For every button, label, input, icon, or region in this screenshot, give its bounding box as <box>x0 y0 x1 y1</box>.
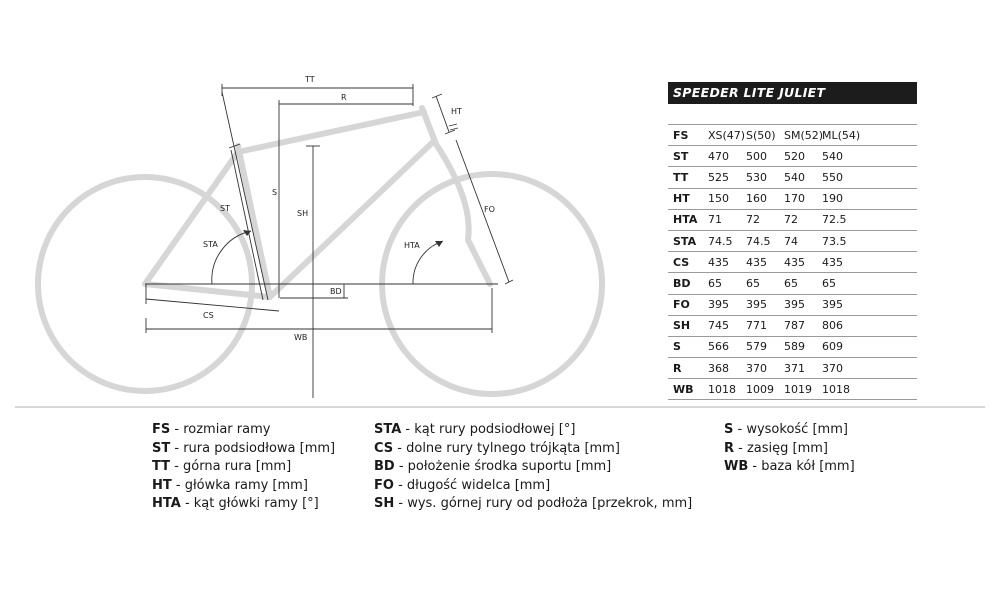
row-value: 368 <box>708 361 729 375</box>
row-value: 370 <box>746 361 767 375</box>
row-value: 435 <box>708 255 729 269</box>
row-key: S <box>673 340 681 354</box>
table-row <box>668 379 917 400</box>
row-value: 395 <box>784 298 805 312</box>
table-row <box>668 316 917 337</box>
table-row <box>668 358 917 379</box>
row-value: 530 <box>746 170 767 184</box>
legend-abbr: SH <box>374 496 395 511</box>
row-value: 609 <box>822 340 843 354</box>
row-value: 395 <box>746 298 767 312</box>
down-tube <box>270 142 433 297</box>
table-spacer <box>668 104 917 125</box>
row-value: 589 <box>784 340 805 354</box>
legend-abbr: BD <box>374 459 395 474</box>
row-value: 74 <box>784 234 798 248</box>
legend-desc: - dolne rury tylnego trójkąta [mm] <box>393 440 620 456</box>
row-value: 787 <box>784 319 805 333</box>
row-key: SH <box>673 319 691 333</box>
legend-column <box>152 421 335 514</box>
table-header-row <box>668 125 917 146</box>
legend-desc: - położenie środka suportu [mm] <box>394 459 612 474</box>
legend-item <box>374 477 692 496</box>
row-value: 74.5 <box>708 234 733 248</box>
row-value: 190 <box>822 192 843 206</box>
legend-desc: - wysokość [mm] <box>733 422 848 437</box>
geometry-table <box>668 82 917 400</box>
legend-desc: - rura podsiodłowa [mm] <box>170 440 336 456</box>
label-wb: WB <box>294 333 308 342</box>
row-value: 72 <box>746 213 760 227</box>
row-value: 540 <box>822 149 843 163</box>
row-key: WB <box>673 382 694 396</box>
row-key: TT <box>673 170 689 184</box>
row-value: 500 <box>746 149 767 163</box>
legend-abbr: CS <box>374 440 394 456</box>
table-body <box>668 146 917 400</box>
row-value: 395 <box>822 298 843 312</box>
row-value: 74.5 <box>746 234 771 248</box>
row-key: CS <box>673 255 690 269</box>
legend-abbr: HTA <box>152 496 181 511</box>
row-value: 160 <box>746 192 767 206</box>
legend-item <box>152 495 335 514</box>
legend-item <box>374 495 692 514</box>
legend-item <box>374 458 692 477</box>
row-value: 371 <box>784 361 805 375</box>
dimension-labels <box>203 75 495 342</box>
head-tube <box>422 108 436 144</box>
legend-column <box>724 421 855 477</box>
row-value: 65 <box>822 276 836 290</box>
legend-item <box>724 440 855 459</box>
table-title: SPEEDER LITE JULIET <box>668 82 917 104</box>
legend-desc: - kąt główki ramy [°] <box>180 496 319 511</box>
row-value: 566 <box>708 340 729 354</box>
legend-item <box>152 458 335 477</box>
row-key: ST <box>673 149 689 163</box>
label-sta: STA <box>203 240 218 249</box>
row-key: BD <box>673 276 691 290</box>
legend-abbr: R <box>724 440 735 456</box>
row-value: 771 <box>746 319 767 333</box>
row-value: 579 <box>746 340 767 354</box>
row-value: 370 <box>822 361 843 375</box>
table-row <box>668 337 917 358</box>
row-key: STA <box>673 234 697 248</box>
table-row <box>668 210 917 231</box>
header-key: FS <box>673 128 689 142</box>
row-value: 65 <box>784 276 798 290</box>
legend-item <box>152 477 335 496</box>
row-value: 1009 <box>746 382 774 396</box>
row-value: 550 <box>822 170 843 184</box>
legend-desc: - długość widelca [mm] <box>393 477 551 493</box>
table-row <box>668 252 917 273</box>
row-key: HT <box>673 192 690 206</box>
table-row <box>668 295 917 316</box>
row-value: 435 <box>784 255 805 269</box>
header-size: SM(52) <box>784 128 824 142</box>
row-value: 525 <box>708 170 729 184</box>
row-value: 150 <box>708 192 729 206</box>
legend-abbr: FS <box>152 422 171 437</box>
table-row <box>668 146 917 167</box>
legend-abbr: FO <box>374 477 394 493</box>
label-cs: CS <box>203 311 214 320</box>
label-fo: FO <box>484 205 495 214</box>
table-row <box>668 167 917 188</box>
row-value: 470 <box>708 149 729 163</box>
row-key: HTA <box>673 213 698 227</box>
row-value: 170 <box>784 192 805 206</box>
header-size: S(50) <box>746 128 776 142</box>
legend-item <box>152 421 335 440</box>
row-value: 1018 <box>822 382 850 396</box>
row-key: FO <box>673 298 690 312</box>
label-r: R <box>341 93 347 102</box>
label-tt: TT <box>305 75 315 84</box>
legend-item <box>152 440 335 459</box>
row-value: 71 <box>708 213 722 227</box>
legend-abbr: ST <box>152 440 171 456</box>
label-sh: SH <box>297 209 309 218</box>
table-row <box>668 189 917 210</box>
legend-desc: - główka ramy [mm] <box>171 477 308 493</box>
legend-abbr: HT <box>152 477 172 493</box>
row-value: 435 <box>822 255 843 269</box>
row-value: 72 <box>784 213 798 227</box>
row-value: 395 <box>708 298 729 312</box>
separator-line <box>15 406 985 408</box>
legend-abbr: WB <box>724 459 749 474</box>
legend-column <box>374 421 692 514</box>
row-value: 520 <box>784 149 805 163</box>
legend-abbr: S <box>724 422 734 437</box>
row-value: 1019 <box>784 382 812 396</box>
legend-item <box>724 421 855 440</box>
row-value: 65 <box>746 276 760 290</box>
label-s: S <box>272 188 278 197</box>
row-key: R <box>673 361 682 375</box>
bike-frame <box>38 108 602 394</box>
table-row <box>668 231 917 252</box>
label-bd: BD <box>330 287 342 296</box>
row-value: 73.5 <box>822 234 847 248</box>
legend-item <box>724 458 855 477</box>
legend-abbr: STA <box>374 422 402 437</box>
legend-desc: - wys. górnej rury od podłoża [przekrok, mm] <box>394 496 693 511</box>
table-row <box>668 273 917 294</box>
label-hta: HTA <box>404 241 420 250</box>
legend-item <box>374 421 692 440</box>
legend-desc: - baza kół [mm] <box>748 459 855 474</box>
row-value: 1018 <box>708 382 736 396</box>
row-value: 65 <box>708 276 722 290</box>
seatstay <box>145 152 238 284</box>
legend-abbr: TT <box>152 459 171 474</box>
legend-desc: - rozmiar ramy <box>170 422 271 437</box>
legend-desc: - zasięg [mm] <box>734 440 828 456</box>
label-st: ST <box>220 204 230 213</box>
bike-geometry-diagram <box>0 0 660 410</box>
legend-desc: - górna rura [mm] <box>170 459 292 474</box>
header-size: ML(54) <box>822 128 861 142</box>
row-value: 540 <box>784 170 805 184</box>
row-value: 806 <box>822 319 843 333</box>
legend-desc: - kąt rury podsiodłowej [°] <box>401 422 576 437</box>
fork <box>436 144 490 284</box>
row-value: 435 <box>746 255 767 269</box>
row-value: 72.5 <box>822 213 847 227</box>
header-size: XS(47) <box>708 128 746 142</box>
row-value: 745 <box>708 319 729 333</box>
label-ht: HT <box>451 107 462 116</box>
top-tube <box>238 112 424 152</box>
legend-item <box>374 440 692 459</box>
